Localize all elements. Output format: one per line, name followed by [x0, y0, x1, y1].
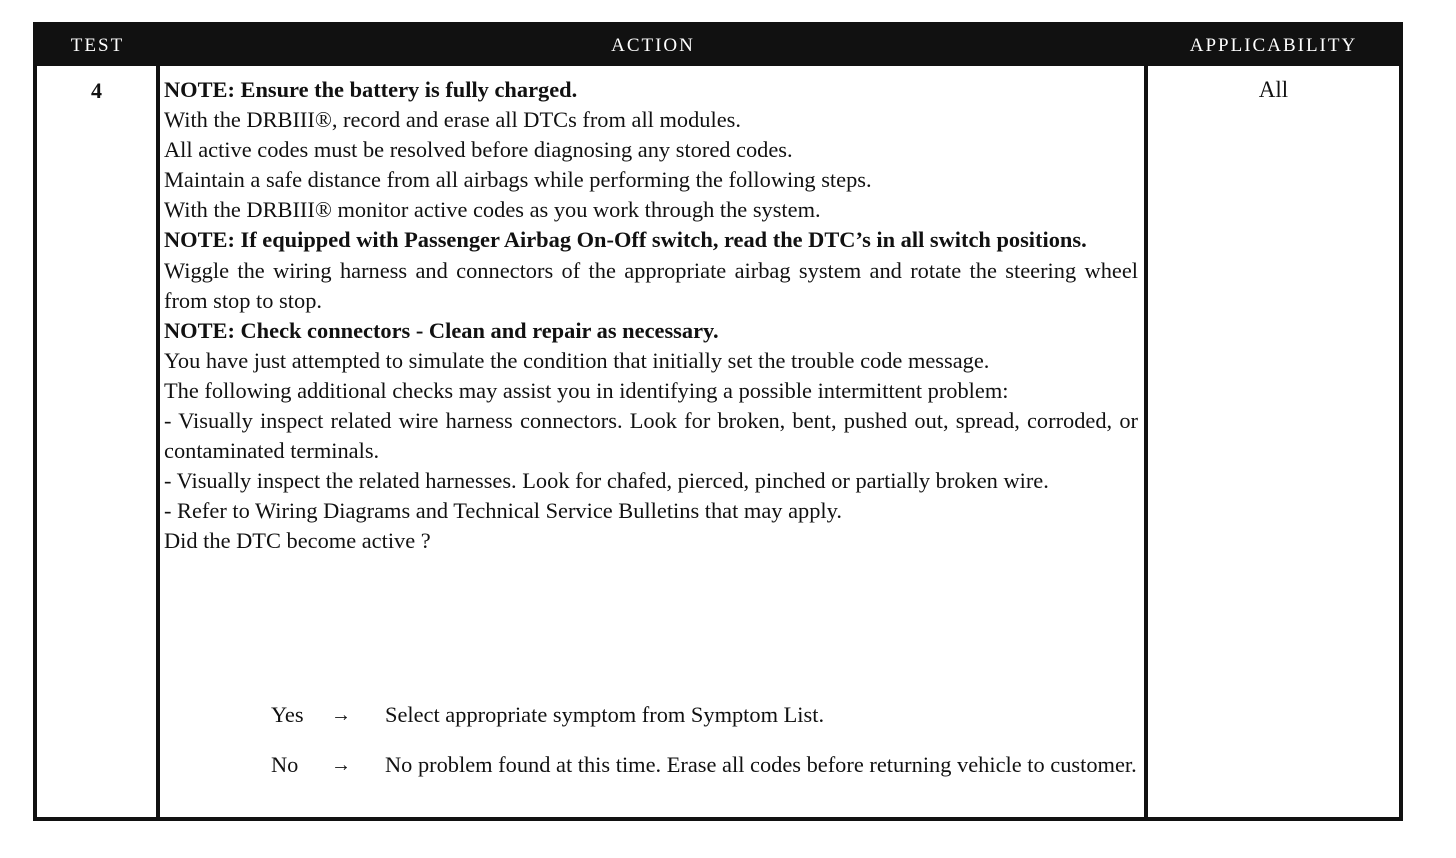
header-test: TEST [70, 35, 125, 56]
applicability-value: All [1258, 77, 1289, 102]
action-line: Wiggle the wiring harness and connectors of the appropriate airbag system and rotate the steering wheel from stop to stop. [164, 257, 1138, 313]
table-header [37, 26, 1399, 66]
action-line: - Refer to Wiring Diagrams and Technical Service Bulletins that may apply. [164, 498, 842, 524]
action-line: NOTE: If equipped with Passenger Airbag On-Off switch, read the DTC’s in all switch positions. [164, 227, 1087, 253]
test-number: 4 [91, 78, 102, 103]
action-line: All active codes must be resolved before diagnosing any stored codes. [164, 137, 793, 163]
diagnostic-table [33, 22, 1403, 821]
action-line: The following additional checks may assist you in identifying a possible intermittent problem: [164, 377, 1009, 403]
action-line: With the DRBIII® monitor active codes as you work through the system. [164, 197, 821, 223]
header-action: ACTION [611, 35, 695, 56]
action-line: - Visually inspect the related harnesses. Look for chafed, pierced, pinched or partially broken wire. [164, 468, 1049, 494]
arrow-right-icon: → [331, 754, 351, 776]
answer-no-text: No problem found at this time. Erase all codes before returning vehicle to customer. [385, 752, 1137, 777]
header-applicability: APPLICABILITY [1189, 35, 1358, 56]
action-text [164, 75, 1138, 557]
action-line: - Visually inspect related wire harness connectors. Look for broken, bent, pushed out, spread, corroded, or contaminated terminals. [164, 408, 1138, 464]
action-line: NOTE: Ensure the battery is fully charged. [164, 77, 578, 102]
answer-yes-label: Yes [271, 702, 304, 727]
arrow-right-icon: → [331, 704, 351, 726]
action-line: NOTE: Check connectors - Clean and repair as necessary. [164, 317, 719, 343]
action-line: With the DRBIII®, record and erase all DTCs from all modules. [164, 107, 741, 133]
answer-no-label: No [271, 752, 299, 777]
column-divider [156, 66, 160, 817]
answer-yes-text: Select appropriate symptom from Symptom List. [385, 702, 825, 727]
action-line: You have just attempted to simulate the condition that initially set the trouble code message. [164, 347, 990, 373]
action-line: Maintain a safe distance from all airbags while performing the following steps. [164, 167, 872, 193]
action-line: Did the DTC become active ? [164, 528, 431, 554]
column-divider [1144, 66, 1148, 817]
